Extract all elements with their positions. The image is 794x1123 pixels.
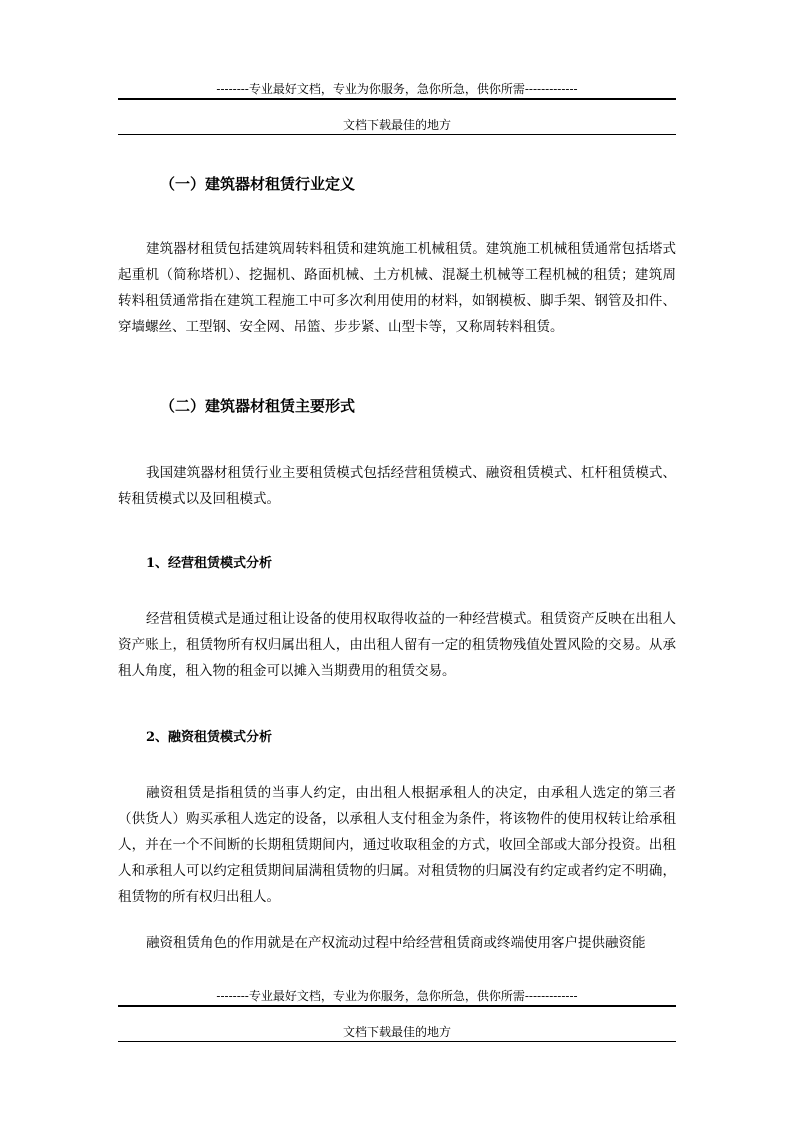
footer-subtitle: 文档下载最佳的地方 bbox=[342, 1025, 451, 1039]
footer-rule-top bbox=[118, 1005, 676, 1007]
footer-rule-bottom bbox=[118, 1041, 676, 1042]
subsection-2-paragraph-1: 融资租赁是指租赁的当事人约定，由出租人根据承租人的决定，由承租人选定的第三者（供货人）购买承租人选定的设备，以承租人支付租金为条件，将该物件的使用权转让给承租人，并在一个不间断的长期租赁期间内，通过收取租金的方式，收回全部或大部分投资。出租人和承租人可以约定租赁期间届满租赁物的归属。对租赁物的归属没有约定或者约定不明确，租赁物的所有权归出租人。 bbox=[118, 785, 676, 905]
section-2-paragraph: 我国建筑器材租赁行业主要租赁模式包括经营租赁模式、融资租赁模式、杠杆租赁模式、转租赁模式以及回租模式。 bbox=[118, 465, 676, 507]
section-1-title: （一）建筑器材租赁行业定义 bbox=[160, 175, 356, 193]
header-rule-bottom bbox=[118, 134, 676, 135]
subsection-1-paragraph: 经营租赁模式是通过租让设备的使用权取得收益的一种经营模式。租赁资产反映在出租人资产账上，租赁物所有权归属出租人，由出租人留有一定的租赁物残值处置风险的交易。从承租人角度，租入物的租金可以摊入当期费用的租赁交易。 bbox=[118, 611, 676, 679]
footer-slogan: --------专业最好文档，专业为你服务，急你所急，供你所需------------- bbox=[216, 989, 578, 1003]
subsection-2-paragraph-2: 融资租赁角色的作用就是在产权流动过程中给经营租赁商或终端使用客户提供融资能 bbox=[146, 935, 646, 951]
subsection-1-title: 1、经营租赁模式分析 bbox=[146, 556, 273, 571]
header-slogan: --------专业最好文档，专业为你服务，急你所急，供你所需------------- bbox=[216, 82, 578, 96]
subsection-2-title: 2、融资租赁模式分析 bbox=[146, 730, 273, 745]
section-2-title: （二）建筑器材租赁主要形式 bbox=[160, 397, 356, 415]
header-subtitle: 文档下载最佳的地方 bbox=[342, 118, 451, 132]
section-1-paragraph: 建筑器材租赁包括建筑周转料租赁和建筑施工机械租赁。建筑施工机械租赁通常包括塔式起重机（简称塔机）、挖掘机、路面机械、土方机械、混凝土机械等工程机械的租赁；建筑周转料租赁通常指在建筑工程施工中可多次利用使用的材料，如钢模板、脚手架、钢管及扣件、穿墙螺丝、工型钢、安全网、吊篮、步步紧、山型卡等，又称周转料租赁。 bbox=[118, 241, 676, 335]
header-rule-top bbox=[118, 98, 676, 100]
